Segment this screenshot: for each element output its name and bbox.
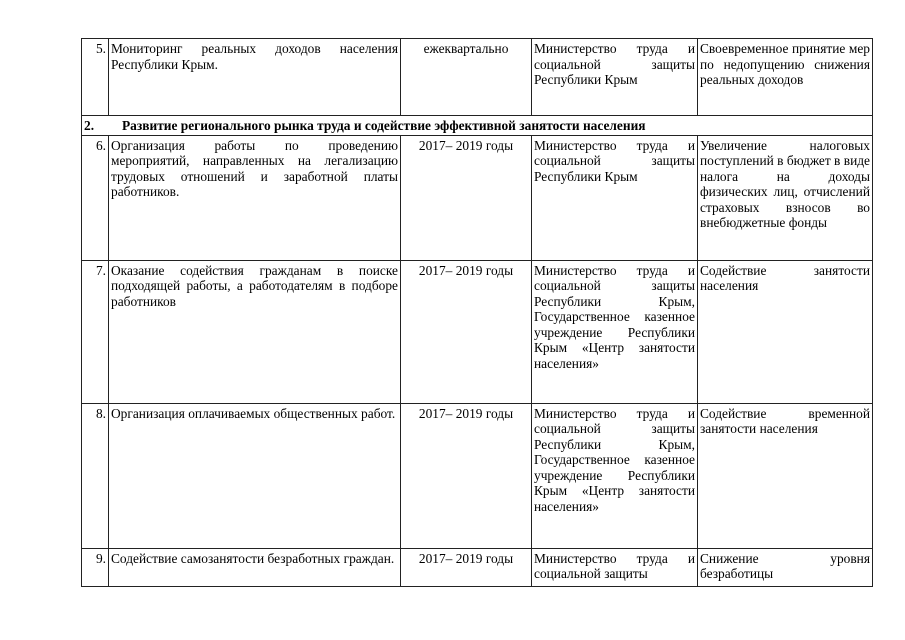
table-row <box>82 135 873 260</box>
table-row <box>82 39 873 116</box>
executor-cell: Министерство труда и социальной защиты Республики Крым, Государственное казенное учреждение Республики Крым «Центр занятости населения» <box>532 260 698 403</box>
executor-cell: Министерство труда и социальной защиты Республики Крым <box>532 39 698 116</box>
period-cell: 2017– 2019 годы <box>401 135 532 260</box>
row-number: 5. <box>82 39 109 116</box>
row-number: 8. <box>82 403 109 548</box>
activity-cell: Оказание содействия гражданам в поиске подходящей работы, а работодателям в подборе работников <box>109 260 401 403</box>
row-number: 7. <box>82 260 109 403</box>
section-number: 2. <box>84 118 95 133</box>
activity-cell: Организация работы по проведению мероприятий, направленных на легализацию трудовых отношений и заработной платы работников. <box>109 135 401 260</box>
result-cell: Снижение уровня безработицы <box>698 548 873 586</box>
executor-cell: Министерство труда и социальной защиты Республики Крым <box>532 135 698 260</box>
activity-cell: Организация оплачиваемых общественных работ. <box>109 403 401 548</box>
table-row <box>82 548 873 586</box>
table-row <box>82 403 873 548</box>
measures-table <box>81 38 873 587</box>
result-cell: Своевременное принятие мер по недопущению снижения реальных доходов <box>698 39 873 116</box>
activity-cell: Содействие самозанятости безработных граждан. <box>109 548 401 586</box>
result-cell: Увеличение налоговых поступлений в бюджет в виде налога на доходы физических лиц, отчислений страховых взносов во внебюджетные фонды <box>698 135 873 260</box>
section-title: Развитие регионального рынка труда и содействие эффективной занятости населения <box>122 118 646 133</box>
table-row <box>82 260 873 403</box>
period-cell: 2017– 2019 годы <box>401 548 532 586</box>
section-heading <box>82 116 873 136</box>
section-heading-row <box>82 116 873 136</box>
period-cell: ежеквартально <box>401 39 532 116</box>
period-cell: 2017– 2019 годы <box>401 403 532 548</box>
executor-cell: Министерство труда и социальной защиты <box>532 548 698 586</box>
row-number: 9. <box>82 548 109 586</box>
activity-cell: Мониторинг реальных доходов населения Республики Крым. <box>109 39 401 116</box>
result-cell: Содействие временной занятости населения <box>698 403 873 548</box>
period-cell: 2017– 2019 годы <box>401 260 532 403</box>
row-number: 6. <box>82 135 109 260</box>
executor-cell: Министерство труда и социальной защиты Республики Крым, Государственное казенное учреждение Республики Крым «Центр занятости населения» <box>532 403 698 548</box>
result-cell: Содействие занятости населения <box>698 260 873 403</box>
